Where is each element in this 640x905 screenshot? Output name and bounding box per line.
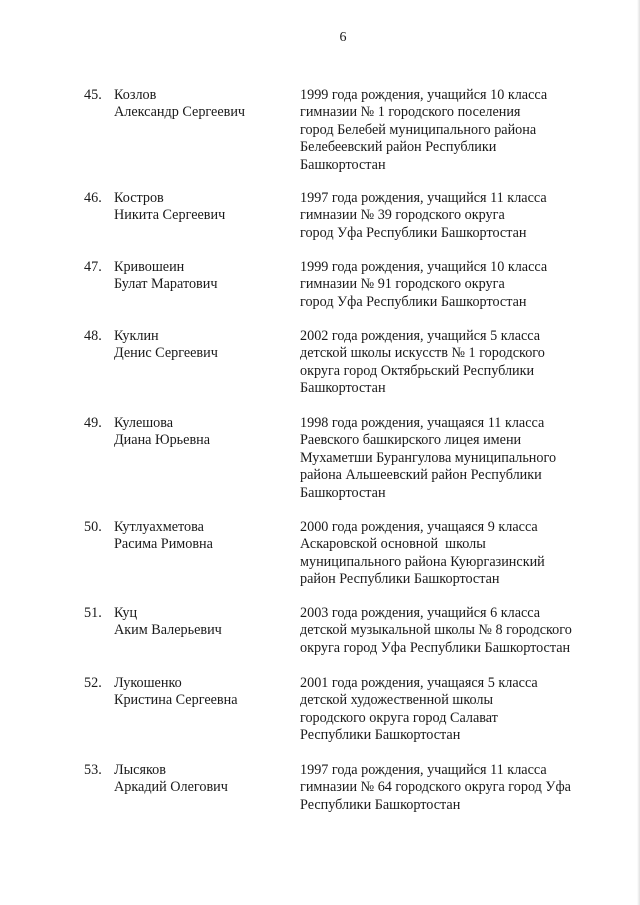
person-description <box>300 605 600 657</box>
surname: Костров <box>114 190 164 206</box>
description-line: Башкортостан <box>300 156 386 173</box>
description-line: округа город Октябрьский Республики <box>300 362 535 379</box>
surname: Кривошеин <box>114 259 185 275</box>
description-line: Раевского башкирского лицея имени <box>300 432 522 449</box>
description-line: Белебеевский район Республики <box>300 139 497 156</box>
person-name <box>114 762 289 797</box>
description-line: город Белебей муниципального района <box>300 121 537 138</box>
description-line: 2003 года рождения, учащийся 6 класса <box>300 605 541 621</box>
entry-number: 51. <box>84 605 102 621</box>
entry-number: 48. <box>84 328 102 344</box>
description-line: город Уфа Республики Башкортостан <box>300 224 527 241</box>
given-names: Никита Сергеевич <box>114 207 226 224</box>
description-line: Башкортостан <box>300 484 386 501</box>
given-names: Александр Сергеевич <box>114 104 246 121</box>
given-names: Аркадий Олегович <box>114 779 228 796</box>
surname: Кутлуахметова <box>114 519 204 535</box>
person-name <box>114 675 289 710</box>
entry-number: 45. <box>84 87 102 103</box>
page-number: 6 <box>339 30 347 45</box>
surname: Кулешова <box>114 415 174 431</box>
description-line: гимназии № 1 городского поселения <box>300 104 521 121</box>
given-names: Кристина Сергеевна <box>114 692 238 709</box>
description-line: городского округа город Салават <box>300 709 498 726</box>
description-line: район Республики Башкортостан <box>300 571 500 588</box>
description-line: Республики Башкортостан <box>300 727 461 744</box>
description-line: 2002 года рождения, учащийся 5 класса <box>300 328 541 344</box>
given-names: Булат Маратович <box>114 276 218 293</box>
given-names: Расима Римовна <box>114 536 213 553</box>
person-description <box>300 675 600 745</box>
description-line: района Альшеевский район Республики <box>300 467 542 484</box>
description-line: округа город Уфа Республики Башкортостан <box>300 639 571 656</box>
description-line: гимназии № 91 городского округа <box>300 276 505 293</box>
description-line: муниципального района Куюргазинский <box>300 553 545 570</box>
description-line: 1997 года рождения, учащийся 11 класса <box>300 190 547 206</box>
person-name <box>114 519 289 554</box>
person-name <box>114 190 289 225</box>
person-description <box>300 415 600 502</box>
person-description <box>300 259 600 311</box>
description-line: гимназии № 39 городского округа <box>300 207 505 224</box>
surname: Куклин <box>114 328 159 344</box>
surname: Козлов <box>114 87 157 103</box>
entry-number: 52. <box>84 675 102 691</box>
person-name <box>114 328 289 363</box>
description-line: 2000 года рождения, учащаяся 9 класса <box>300 519 538 535</box>
person-description <box>300 190 600 242</box>
given-names: Диана Юрьевна <box>114 432 211 449</box>
person-name <box>114 87 289 122</box>
description-line: детской школы искусств № 1 городского <box>300 345 545 362</box>
person-description <box>300 87 600 174</box>
description-line: детской музыкальной школы № 8 городского <box>300 622 572 639</box>
person-name <box>114 605 289 640</box>
surname: Лысяков <box>114 762 166 778</box>
description-line: 1997 года рождения, учащийся 11 класса <box>300 762 547 778</box>
person-description <box>300 328 600 398</box>
description-line: Республики Башкортостан <box>300 796 461 813</box>
given-names: Денис Сергеевич <box>114 345 218 362</box>
entry-number: 47. <box>84 259 102 275</box>
description-line: 1999 года рождения, учащийся 10 класса <box>300 87 548 103</box>
person-name <box>114 259 289 294</box>
person-description <box>300 519 600 589</box>
entry-number: 49. <box>84 415 102 431</box>
description-line: 1998 года рождения, учащаяся 11 класса <box>300 415 545 431</box>
given-names: Аким Валерьевич <box>114 622 222 639</box>
entry-number: 53. <box>84 762 102 778</box>
description-line: гимназии № 64 городского округа город Уфа <box>300 779 571 796</box>
description-line: Аскаровской основной школы <box>300 536 486 553</box>
person-description <box>300 762 600 814</box>
surname: Лукошенко <box>114 675 182 691</box>
description-line: детской художественной школы <box>300 692 494 709</box>
description-line: Мухаметши Бурангулова муниципального <box>300 449 557 466</box>
description-line: город Уфа Республики Башкортостан <box>300 293 527 310</box>
description-line: 2001 года рождения, учащаяся 5 класса <box>300 675 538 691</box>
entry-number: 46. <box>84 190 102 206</box>
person-name <box>114 415 289 450</box>
surname: Куц <box>114 605 138 621</box>
description-line: 1999 года рождения, учащийся 10 класса <box>300 259 548 275</box>
description-line: Башкортостан <box>300 380 386 397</box>
entry-number: 50. <box>84 519 102 535</box>
